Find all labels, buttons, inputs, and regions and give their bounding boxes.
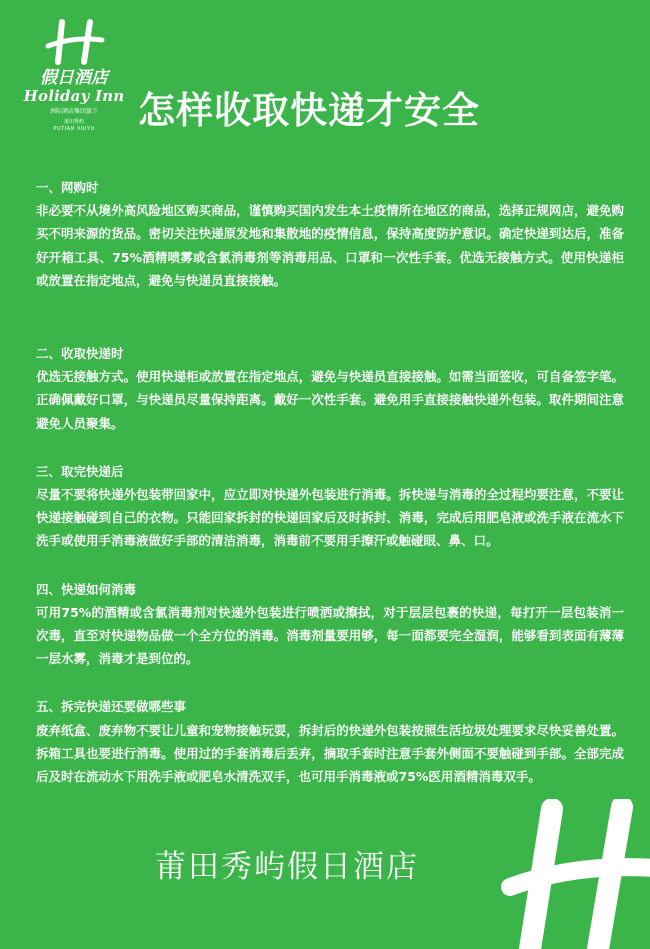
logo-location-cn: 莆田秀屿 — [63, 119, 84, 125]
logo-group: 洲际酒店集团旗下 — [49, 108, 98, 115]
logo-location-en: PUTIAN XIUYU — [53, 126, 95, 132]
section-heading: 五、拆完快递还要做哪些事 — [36, 699, 187, 715]
section-disinfection — [36, 578, 624, 671]
hotel-logo — [18, 18, 130, 133]
section-heading: 一、网购时 — [36, 180, 99, 195]
page-title: 怎样收取快递才安全 — [138, 89, 480, 132]
section-body: 非必要不从境外高风险地区购买商品，谨慎购买国内发生本土疫情所在地区的商品，选择正规网店，避免购买不明来源的货品。密切关注快递原发地和集散地的疫情信息，保持高度防护意识。确定快递到达后，准备好开箱工具、75%酒精喷雾或含氯消毒剂等消毒用品、口罩和一次性手套。优选无接触方式。使用快递柜或放置在指定地点，避免与快递员直接接触。 — [36, 203, 624, 288]
section-heading: 二、收取快递时 — [36, 346, 124, 362]
section-body: 尽量不要将快递外包装带回家中，应立即对快递外包装进行消毒。拆快递与消毒的全过程均要注意，不要让快递接触碰到自己的衣物。只能回家拆封的快递回家后及时拆封、消毒，完成后用肥皂液或洗手液在流水下洗手或使用手消毒液做好手部的清洁消毒，消毒前不要用手擦汗或触碰眼、鼻、口。 — [36, 487, 624, 549]
section-after-unpacking — [36, 695, 624, 788]
section-after-pickup — [36, 460, 624, 553]
holiday-inn-h-watermark-icon — [490, 799, 650, 949]
section-body: 优选无接触方式。使用快递柜或放置在指定地点，避免与快递员直接接触。如需当面签收，可自备签字笔。正确佩戴好口罩，与快递员尽量保持距离。戴好一次性手套。避免用手直接接触快递外包装。取件期间注意避免人员聚集。 — [36, 369, 624, 431]
content — [36, 176, 624, 788]
section-heading: 三、取完快递后 — [36, 463, 124, 479]
hotel-name: 莆田秀屿假日酒店 — [155, 849, 419, 885]
section-body: 可用75%的酒精或含氯消毒剂对快递外包装进行喷洒或擦拭，对于层层包裹的快递，每打开一层包装消一次毒，直至对快递物品做一个全方位的消毒。消毒剂量要用够，每一面都要完全湿润，能够看到表面有薄薄一层水雾，消毒才是到位的。 — [36, 604, 624, 667]
section-heading: 四、快递如何消毒 — [36, 581, 137, 597]
section-body: 废弃纸盒、废弃物不要让儿童和宠物接触玩耍，拆封后的快递外包装按照生活垃圾处理要求尽快妥善处置。拆箱工具也要进行消毒。使用过的手套消毒后丢弃，摘取手套时注意手套外侧面不要触碰到手部。全部完成后及时在流动水下用洗手液或肥皂水清洗双手，也可用手消毒液或75%医用酒精消毒双手。 — [36, 722, 624, 785]
holiday-inn-h-icon — [18, 18, 130, 66]
logo-name-en: Holiday Inn — [23, 87, 125, 105]
logo-name-cn: 假日酒店 — [40, 68, 108, 88]
section-receiving — [36, 342, 624, 435]
section-online-shopping — [36, 176, 624, 292]
